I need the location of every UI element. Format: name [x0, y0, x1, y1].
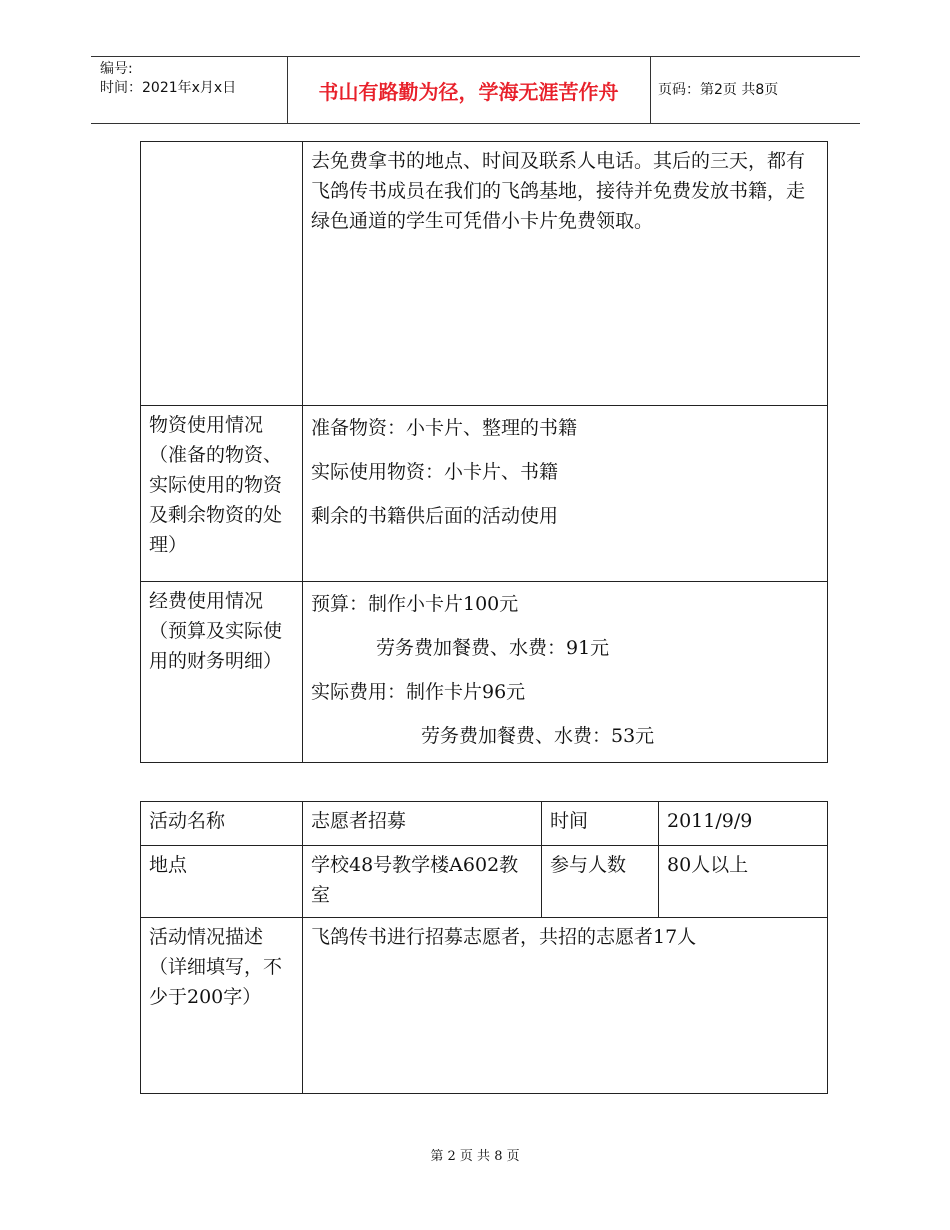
- materials-content: [303, 406, 828, 582]
- participant-count-value: 80人以上: [659, 846, 828, 918]
- activity-time-value: 2011/9/9: [659, 802, 828, 846]
- materials-label: 物资使用情况（准备的物资、实际使用的物资及剩余物资的处理）: [141, 406, 303, 582]
- description-label: 活动情况描述（详细填写，不少于200字）: [141, 918, 303, 1094]
- budget-line: 劳务费加餐费、水费：91元: [376, 637, 610, 659]
- actual-cost-line: 劳务费加餐费、水费：53元: [421, 725, 655, 747]
- book-distribution-text: 去免费拿书的地点、时间及联系人电话。其后的三天，都有飞鸽传书成员在我们的飞鸽基地，接待并免费发放书籍，走绿色通道的学生可凭借小卡片免费领取。: [311, 150, 806, 232]
- prepared-materials: 准备物资：小卡片、整理的书籍: [311, 417, 578, 439]
- actual-cost-line: 实际费用：制作卡片96元: [311, 681, 526, 703]
- place-value: 学校48号教学楼A602教室: [303, 846, 542, 918]
- description-value: 飞鸽传书进行招募志愿者，共招的志愿者17人: [303, 918, 828, 1094]
- table-row: [141, 802, 828, 846]
- page-header: [91, 56, 860, 124]
- document-time-label: 时间：2021年x月x日: [100, 80, 237, 96]
- participant-count-label: 参与人数: [542, 846, 659, 918]
- used-materials: 实际使用物资：小卡片、书籍: [311, 461, 559, 483]
- header-motto: 书山有路勤为径，学海无涯苦作舟: [318, 79, 619, 104]
- table-row: [141, 918, 828, 1094]
- table-row: [141, 846, 828, 918]
- row-label: [141, 142, 303, 406]
- document-number-label: 编号:: [100, 61, 133, 77]
- activity-report-table: [140, 141, 828, 763]
- table-row: [141, 582, 828, 763]
- remaining-materials: 剩余的书籍供后面的活动使用: [311, 505, 559, 527]
- place-label: 地点: [141, 846, 303, 918]
- activity-name-value: 志愿者招募: [303, 802, 542, 846]
- header-page-info: 页码：第2页 共8页: [658, 82, 779, 98]
- budget-line: 预算：制作小卡片100元: [311, 593, 519, 615]
- header-meta: [100, 60, 236, 98]
- table-row: [141, 406, 828, 582]
- row-content: [303, 142, 828, 406]
- header-divider: [650, 57, 651, 123]
- budget-label: 经费使用情况（预算及实际使用的财务明细）: [141, 582, 303, 763]
- activity-time-label: 时间: [542, 802, 659, 846]
- volunteer-recruitment-table: [140, 801, 828, 1094]
- table-row: [141, 142, 828, 406]
- budget-content: [303, 582, 828, 763]
- page-footer: 第 2 页 共 8 页: [430, 1149, 520, 1164]
- activity-name-label: 活动名称: [141, 802, 303, 846]
